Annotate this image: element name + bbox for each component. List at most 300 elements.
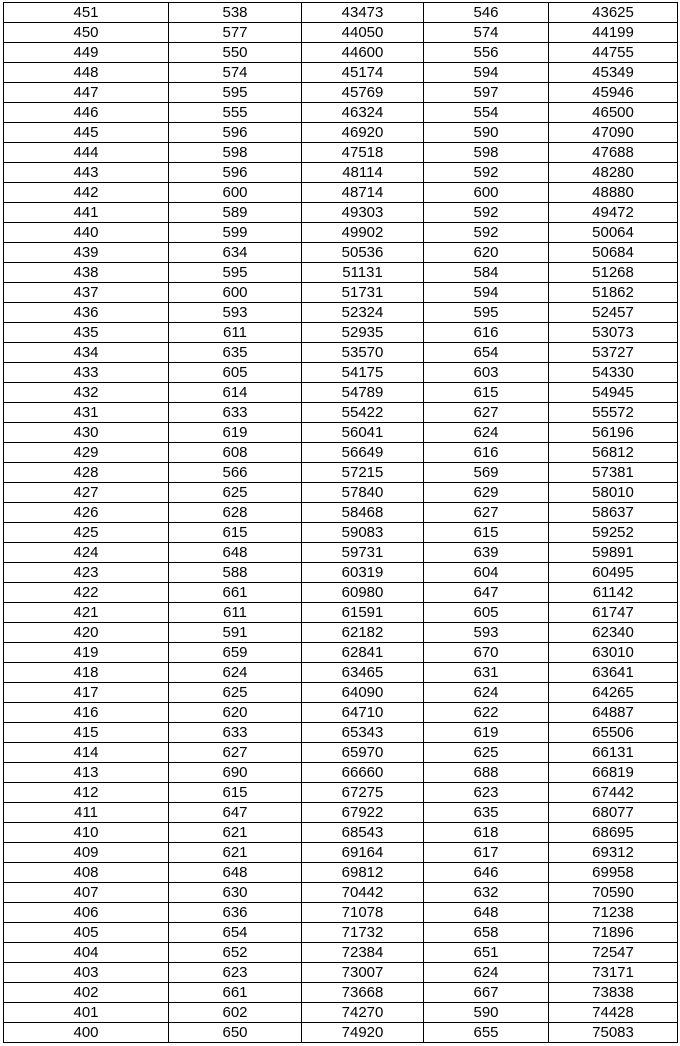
count-b-cell: 556 [424, 43, 549, 63]
count-b-cell: 648 [424, 903, 549, 923]
count-b-cell: 624 [424, 423, 549, 443]
cumulative-b-cell: 63641 [549, 663, 678, 683]
count-a-cell: 600 [169, 183, 302, 203]
cumulative-a-cell: 64090 [302, 683, 424, 703]
count-b-cell: 627 [424, 503, 549, 523]
count-b-cell: 598 [424, 143, 549, 163]
count-b-cell: 569 [424, 463, 549, 483]
table-row [4, 243, 678, 263]
cumulative-a-cell: 46920 [302, 123, 424, 143]
count-a-cell: 628 [169, 503, 302, 523]
count-b-cell: 635 [424, 803, 549, 823]
count-a-cell: 611 [169, 323, 302, 343]
count-a-cell: 636 [169, 903, 302, 923]
table-row [4, 723, 678, 743]
count-b-cell: 604 [424, 563, 549, 583]
table-row [4, 583, 678, 603]
cumulative-b-cell: 63010 [549, 643, 678, 663]
score-cell: 438 [4, 263, 169, 283]
score-cell: 416 [4, 703, 169, 723]
score-cell: 409 [4, 843, 169, 863]
score-cell: 435 [4, 323, 169, 343]
table-row [4, 1003, 678, 1023]
cumulative-b-cell: 54330 [549, 363, 678, 383]
score-cell: 450 [4, 23, 169, 43]
cumulative-b-cell: 69958 [549, 863, 678, 883]
cumulative-b-cell: 50684 [549, 243, 678, 263]
score-cell: 408 [4, 863, 169, 883]
count-a-cell: 596 [169, 163, 302, 183]
cumulative-a-cell: 45174 [302, 63, 424, 83]
cumulative-b-cell: 62340 [549, 623, 678, 643]
cumulative-a-cell: 56041 [302, 423, 424, 443]
cumulative-a-cell: 60980 [302, 583, 424, 603]
cumulative-b-cell: 61747 [549, 603, 678, 623]
count-a-cell: 635 [169, 343, 302, 363]
cumulative-a-cell: 61591 [302, 603, 424, 623]
table-row [4, 323, 678, 343]
count-a-cell: 633 [169, 723, 302, 743]
score-cell: 406 [4, 903, 169, 923]
count-a-cell: 620 [169, 703, 302, 723]
cumulative-b-cell: 54945 [549, 383, 678, 403]
count-b-cell: 651 [424, 943, 549, 963]
count-a-cell: 591 [169, 623, 302, 643]
cumulative-a-cell: 59731 [302, 543, 424, 563]
cumulative-a-cell: 56649 [302, 443, 424, 463]
cumulative-b-cell: 48280 [549, 163, 678, 183]
count-a-cell: 598 [169, 143, 302, 163]
count-b-cell: 616 [424, 443, 549, 463]
cumulative-a-cell: 51731 [302, 283, 424, 303]
count-a-cell: 627 [169, 743, 302, 763]
cumulative-b-cell: 66131 [549, 743, 678, 763]
cumulative-b-cell: 45946 [549, 83, 678, 103]
cumulative-a-cell: 51131 [302, 263, 424, 283]
count-a-cell: 595 [169, 83, 302, 103]
score-cell: 436 [4, 303, 169, 323]
count-b-cell: 554 [424, 103, 549, 123]
count-a-cell: 615 [169, 783, 302, 803]
score-cell: 451 [4, 3, 169, 23]
count-b-cell: 605 [424, 603, 549, 623]
cumulative-a-cell: 45769 [302, 83, 424, 103]
count-a-cell: 577 [169, 23, 302, 43]
count-b-cell: 667 [424, 983, 549, 1003]
count-a-cell: 621 [169, 823, 302, 843]
cumulative-a-cell: 60319 [302, 563, 424, 583]
count-b-cell: 590 [424, 1003, 549, 1023]
score-cell: 434 [4, 343, 169, 363]
score-cell: 426 [4, 503, 169, 523]
table-row [4, 503, 678, 523]
count-b-cell: 616 [424, 323, 549, 343]
count-a-cell: 654 [169, 923, 302, 943]
cumulative-a-cell: 57840 [302, 483, 424, 503]
score-cell: 446 [4, 103, 169, 123]
table-row [4, 223, 678, 243]
cumulative-b-cell: 61142 [549, 583, 678, 603]
score-cell: 442 [4, 183, 169, 203]
count-a-cell: 599 [169, 223, 302, 243]
score-cell: 427 [4, 483, 169, 503]
score-cell: 449 [4, 43, 169, 63]
cumulative-b-cell: 60495 [549, 563, 678, 583]
score-cell: 437 [4, 283, 169, 303]
count-b-cell: 618 [424, 823, 549, 843]
cumulative-b-cell: 68695 [549, 823, 678, 843]
cumulative-a-cell: 73668 [302, 983, 424, 1003]
cumulative-a-cell: 72384 [302, 943, 424, 963]
count-a-cell: 574 [169, 63, 302, 83]
count-a-cell: 589 [169, 203, 302, 223]
cumulative-b-cell: 59252 [549, 523, 678, 543]
cumulative-b-cell: 47090 [549, 123, 678, 143]
table-row [4, 763, 678, 783]
score-cell: 405 [4, 923, 169, 943]
table-row [4, 543, 678, 563]
count-a-cell: 605 [169, 363, 302, 383]
cumulative-a-cell: 71732 [302, 923, 424, 943]
count-a-cell: 650 [169, 1023, 302, 1043]
table-row [4, 743, 678, 763]
count-b-cell: 619 [424, 723, 549, 743]
cumulative-b-cell: 70590 [549, 883, 678, 903]
cumulative-a-cell: 44050 [302, 23, 424, 43]
count-a-cell: 600 [169, 283, 302, 303]
cumulative-a-cell: 69812 [302, 863, 424, 883]
cumulative-b-cell: 72547 [549, 943, 678, 963]
table-row [4, 783, 678, 803]
count-a-cell: 588 [169, 563, 302, 583]
table-row [4, 603, 678, 623]
table-row [4, 643, 678, 663]
count-b-cell: 546 [424, 3, 549, 23]
count-a-cell: 690 [169, 763, 302, 783]
table-row [4, 123, 678, 143]
score-cell: 413 [4, 763, 169, 783]
cumulative-b-cell: 57381 [549, 463, 678, 483]
score-distribution-table [3, 2, 678, 1043]
table-row [4, 903, 678, 923]
score-cell: 417 [4, 683, 169, 703]
count-a-cell: 659 [169, 643, 302, 663]
count-a-cell: 596 [169, 123, 302, 143]
count-a-cell: 624 [169, 663, 302, 683]
cumulative-a-cell: 46324 [302, 103, 424, 123]
count-b-cell: 593 [424, 623, 549, 643]
cumulative-b-cell: 53727 [549, 343, 678, 363]
cumulative-b-cell: 48880 [549, 183, 678, 203]
table-row [4, 263, 678, 283]
cumulative-a-cell: 52935 [302, 323, 424, 343]
count-a-cell: 652 [169, 943, 302, 963]
cumulative-a-cell: 44600 [302, 43, 424, 63]
count-b-cell: 632 [424, 883, 549, 903]
count-b-cell: 688 [424, 763, 549, 783]
count-b-cell: 631 [424, 663, 549, 683]
cumulative-b-cell: 68077 [549, 803, 678, 823]
count-a-cell: 661 [169, 583, 302, 603]
score-cell: 415 [4, 723, 169, 743]
cumulative-b-cell: 66819 [549, 763, 678, 783]
cumulative-a-cell: 71078 [302, 903, 424, 923]
score-cell: 433 [4, 363, 169, 383]
cumulative-a-cell: 66660 [302, 763, 424, 783]
score-cell: 439 [4, 243, 169, 263]
score-cell: 447 [4, 83, 169, 103]
count-b-cell: 584 [424, 263, 549, 283]
count-a-cell: 593 [169, 303, 302, 323]
table-row [4, 483, 678, 503]
score-cell: 440 [4, 223, 169, 243]
table-row [4, 3, 678, 23]
count-b-cell: 654 [424, 343, 549, 363]
count-b-cell: 595 [424, 303, 549, 323]
count-b-cell: 615 [424, 383, 549, 403]
cumulative-b-cell: 73838 [549, 983, 678, 1003]
cumulative-a-cell: 58468 [302, 503, 424, 523]
score-cell: 400 [4, 1023, 169, 1043]
score-cell: 445 [4, 123, 169, 143]
table-row [4, 443, 678, 463]
count-b-cell: 625 [424, 743, 549, 763]
cumulative-a-cell: 50536 [302, 243, 424, 263]
cumulative-a-cell: 49902 [302, 223, 424, 243]
table-row [4, 283, 678, 303]
count-a-cell: 661 [169, 983, 302, 1003]
cumulative-b-cell: 50064 [549, 223, 678, 243]
cumulative-b-cell: 69312 [549, 843, 678, 863]
cumulative-b-cell: 46500 [549, 103, 678, 123]
cumulative-b-cell: 51862 [549, 283, 678, 303]
cumulative-b-cell: 71238 [549, 903, 678, 923]
score-cell: 401 [4, 1003, 169, 1023]
score-cell: 411 [4, 803, 169, 823]
cumulative-a-cell: 73007 [302, 963, 424, 983]
cumulative-a-cell: 53570 [302, 343, 424, 363]
score-cell: 444 [4, 143, 169, 163]
cumulative-b-cell: 55572 [549, 403, 678, 423]
count-b-cell: 622 [424, 703, 549, 723]
table-row [4, 1023, 678, 1043]
cumulative-b-cell: 43625 [549, 3, 678, 23]
count-b-cell: 600 [424, 183, 549, 203]
score-cell: 423 [4, 563, 169, 583]
score-cell: 441 [4, 203, 169, 223]
count-b-cell: 590 [424, 123, 549, 143]
cumulative-a-cell: 48714 [302, 183, 424, 203]
table-row [4, 883, 678, 903]
count-b-cell: 592 [424, 203, 549, 223]
table-row [4, 143, 678, 163]
score-cell: 410 [4, 823, 169, 843]
score-cell: 422 [4, 583, 169, 603]
score-cell: 448 [4, 63, 169, 83]
table-row [4, 843, 678, 863]
cumulative-a-cell: 57215 [302, 463, 424, 483]
table-row [4, 363, 678, 383]
count-a-cell: 602 [169, 1003, 302, 1023]
cumulative-b-cell: 74428 [549, 1003, 678, 1023]
score-cell: 420 [4, 623, 169, 643]
count-b-cell: 647 [424, 583, 549, 603]
cumulative-a-cell: 74920 [302, 1023, 424, 1043]
score-cell: 428 [4, 463, 169, 483]
cumulative-a-cell: 54175 [302, 363, 424, 383]
table-row [4, 923, 678, 943]
count-b-cell: 639 [424, 543, 549, 563]
cumulative-b-cell: 53073 [549, 323, 678, 343]
cumulative-b-cell: 59891 [549, 543, 678, 563]
table-row [4, 203, 678, 223]
cumulative-a-cell: 49303 [302, 203, 424, 223]
cumulative-a-cell: 62182 [302, 623, 424, 643]
score-cell: 402 [4, 983, 169, 1003]
table-row [4, 523, 678, 543]
cumulative-b-cell: 47688 [549, 143, 678, 163]
cumulative-b-cell: 71896 [549, 923, 678, 943]
table-row [4, 823, 678, 843]
cumulative-a-cell: 67922 [302, 803, 424, 823]
cumulative-b-cell: 64265 [549, 683, 678, 703]
cumulative-a-cell: 70442 [302, 883, 424, 903]
count-b-cell: 658 [424, 923, 549, 943]
score-cell: 421 [4, 603, 169, 623]
score-cell: 424 [4, 543, 169, 563]
cumulative-b-cell: 49472 [549, 203, 678, 223]
cumulative-a-cell: 55422 [302, 403, 424, 423]
count-a-cell: 630 [169, 883, 302, 903]
table-row [4, 383, 678, 403]
score-cell: 443 [4, 163, 169, 183]
table-row [4, 103, 678, 123]
count-a-cell: 623 [169, 963, 302, 983]
table-row [4, 943, 678, 963]
count-b-cell: 624 [424, 963, 549, 983]
count-b-cell: 655 [424, 1023, 549, 1043]
count-b-cell: 624 [424, 683, 549, 703]
table-row [4, 23, 678, 43]
cumulative-b-cell: 45349 [549, 63, 678, 83]
cumulative-b-cell: 64887 [549, 703, 678, 723]
cumulative-a-cell: 69164 [302, 843, 424, 863]
count-a-cell: 633 [169, 403, 302, 423]
count-a-cell: 611 [169, 603, 302, 623]
count-b-cell: 670 [424, 643, 549, 663]
count-b-cell: 629 [424, 483, 549, 503]
score-cell: 431 [4, 403, 169, 423]
count-b-cell: 620 [424, 243, 549, 263]
table-row [4, 63, 678, 83]
count-a-cell: 555 [169, 103, 302, 123]
cumulative-a-cell: 59083 [302, 523, 424, 543]
cumulative-b-cell: 58637 [549, 503, 678, 523]
count-a-cell: 621 [169, 843, 302, 863]
count-b-cell: 646 [424, 863, 549, 883]
score-cell: 403 [4, 963, 169, 983]
count-a-cell: 550 [169, 43, 302, 63]
count-a-cell: 614 [169, 383, 302, 403]
table-row [4, 803, 678, 823]
cumulative-a-cell: 74270 [302, 1003, 424, 1023]
cumulative-a-cell: 43473 [302, 3, 424, 23]
cumulative-a-cell: 47518 [302, 143, 424, 163]
table-row [4, 43, 678, 63]
count-a-cell: 647 [169, 803, 302, 823]
cumulative-a-cell: 67275 [302, 783, 424, 803]
score-table-sheet [3, 2, 677, 1043]
table-row [4, 863, 678, 883]
count-a-cell: 595 [169, 263, 302, 283]
count-a-cell: 625 [169, 683, 302, 703]
score-cell: 419 [4, 643, 169, 663]
cumulative-b-cell: 65506 [549, 723, 678, 743]
cumulative-b-cell: 51268 [549, 263, 678, 283]
table-row [4, 463, 678, 483]
score-cell: 404 [4, 943, 169, 963]
count-b-cell: 627 [424, 403, 549, 423]
count-a-cell: 634 [169, 243, 302, 263]
cumulative-a-cell: 48114 [302, 163, 424, 183]
cumulative-a-cell: 65343 [302, 723, 424, 743]
count-b-cell: 597 [424, 83, 549, 103]
table-row [4, 563, 678, 583]
table-row [4, 963, 678, 983]
count-b-cell: 594 [424, 283, 549, 303]
cumulative-a-cell: 62841 [302, 643, 424, 663]
score-cell: 414 [4, 743, 169, 763]
count-b-cell: 574 [424, 23, 549, 43]
cumulative-b-cell: 52457 [549, 303, 678, 323]
score-cell: 418 [4, 663, 169, 683]
count-a-cell: 625 [169, 483, 302, 503]
table-row [4, 183, 678, 203]
table-row [4, 163, 678, 183]
cumulative-b-cell: 44199 [549, 23, 678, 43]
table-body [4, 3, 678, 1043]
cumulative-b-cell: 58010 [549, 483, 678, 503]
table-row [4, 403, 678, 423]
cumulative-b-cell: 67442 [549, 783, 678, 803]
cumulative-a-cell: 64710 [302, 703, 424, 723]
score-cell: 407 [4, 883, 169, 903]
table-row [4, 423, 678, 443]
score-cell: 430 [4, 423, 169, 443]
table-row [4, 683, 678, 703]
count-b-cell: 615 [424, 523, 549, 543]
score-cell: 432 [4, 383, 169, 403]
table-row [4, 343, 678, 363]
cumulative-a-cell: 52324 [302, 303, 424, 323]
cumulative-a-cell: 63465 [302, 663, 424, 683]
cumulative-a-cell: 54789 [302, 383, 424, 403]
count-a-cell: 566 [169, 463, 302, 483]
score-cell: 429 [4, 443, 169, 463]
count-a-cell: 608 [169, 443, 302, 463]
table-row [4, 983, 678, 1003]
cumulative-b-cell: 75083 [549, 1023, 678, 1043]
count-b-cell: 617 [424, 843, 549, 863]
score-cell: 412 [4, 783, 169, 803]
cumulative-b-cell: 56812 [549, 443, 678, 463]
count-a-cell: 648 [169, 543, 302, 563]
count-b-cell: 603 [424, 363, 549, 383]
cumulative-b-cell: 73171 [549, 963, 678, 983]
count-b-cell: 623 [424, 783, 549, 803]
table-row [4, 303, 678, 323]
table-row [4, 663, 678, 683]
